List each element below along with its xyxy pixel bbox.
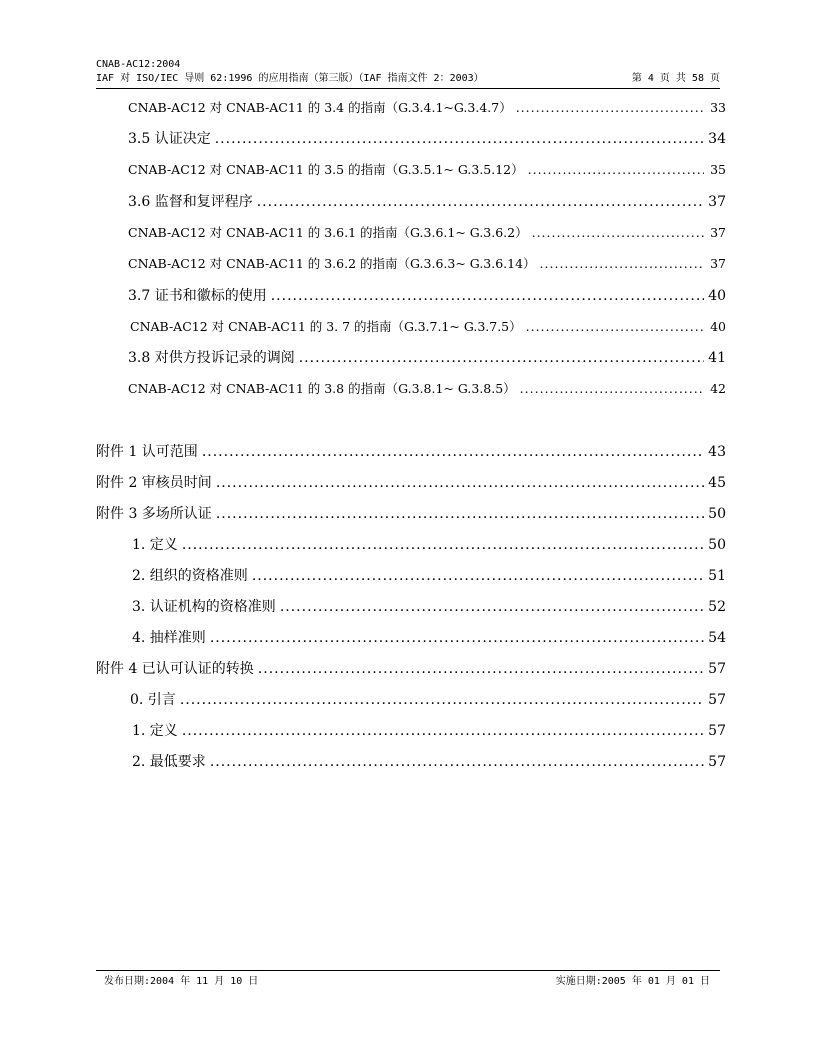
toc-entry-title: 3. 认证机构的资格准则 bbox=[132, 599, 276, 615]
toc-entry-page: 54 bbox=[708, 630, 726, 646]
toc-entry-title: CNAB-AC12 对 CNAB-AC11 的 3.6.1 的指南（G.3.6.1~ G.3.6.2） bbox=[128, 225, 528, 240]
toc-entry-page: 43 bbox=[708, 444, 726, 460]
toc-entry-page: 52 bbox=[708, 599, 726, 615]
toc-entry-title: 附件 1 认可范围 bbox=[96, 444, 198, 460]
toc-entry-title: 1. 定义 bbox=[132, 723, 178, 739]
toc-entry[interactable] bbox=[132, 596, 726, 616]
toc-entry[interactable] bbox=[132, 534, 726, 554]
toc-leader bbox=[258, 661, 704, 677]
toc-entry[interactable] bbox=[132, 720, 726, 740]
toc-entry-title: 附件 3 多场所认证 bbox=[96, 506, 212, 522]
toc-entry-page: 40 bbox=[710, 319, 726, 334]
toc-entry-title: 附件 4 已认可认证的转换 bbox=[96, 661, 254, 677]
doc-id: CNAB-AC12:2004 bbox=[96, 59, 181, 70]
toc-entry-annex[interactable] bbox=[96, 503, 726, 523]
toc-leader bbox=[182, 723, 704, 739]
toc-entry[interactable] bbox=[128, 347, 726, 367]
toc-leader bbox=[532, 225, 704, 240]
toc-leader bbox=[299, 350, 704, 366]
toc-entry[interactable] bbox=[128, 223, 726, 241]
toc-entry-title: CNAB-AC12 对 CNAB-AC11 的 3. 7 的指南（G.3.7.1~ G.3.7.5） bbox=[130, 319, 522, 334]
toc-leader bbox=[216, 506, 704, 522]
toc-entry-title: 0. 引言 bbox=[130, 692, 176, 708]
toc-leader bbox=[210, 630, 704, 646]
toc-entry-title: 4. 抽样准则 bbox=[132, 630, 206, 646]
toc-entry[interactable] bbox=[132, 627, 726, 647]
toc-entry-title: CNAB-AC12 对 CNAB-AC11 的 3.6.2 的指南（G.3.6.3~ G.3.6.14） bbox=[128, 256, 536, 271]
page-footer bbox=[96, 970, 720, 989]
page-header bbox=[96, 58, 720, 89]
toc-entry-title: 2. 组织的资格准则 bbox=[132, 568, 248, 584]
toc-entry[interactable] bbox=[128, 379, 726, 397]
toc-leader bbox=[180, 692, 704, 708]
toc-entry-page: 41 bbox=[708, 350, 726, 366]
toc-entry[interactable] bbox=[132, 751, 726, 771]
toc-entry-page: 40 bbox=[708, 288, 726, 304]
toc-entry[interactable] bbox=[128, 98, 726, 116]
toc-leader bbox=[280, 599, 704, 615]
toc-leader bbox=[516, 100, 704, 115]
toc-entry[interactable] bbox=[128, 254, 726, 272]
toc-leader bbox=[216, 475, 704, 491]
toc-entry-title: 1. 定义 bbox=[132, 537, 178, 553]
toc-leader bbox=[540, 256, 704, 271]
toc-entry-page: 37 bbox=[710, 256, 726, 271]
toc-entry-annex[interactable] bbox=[96, 472, 726, 492]
toc-entry[interactable] bbox=[130, 689, 726, 709]
toc-entry-page: 57 bbox=[708, 692, 726, 708]
toc-leader bbox=[257, 194, 704, 210]
toc-leader bbox=[526, 319, 704, 334]
toc-entry-annex[interactable] bbox=[96, 658, 726, 678]
toc-entry-title: 2. 最低要求 bbox=[132, 754, 206, 770]
toc-entry-annex[interactable] bbox=[96, 441, 726, 461]
toc-leader bbox=[252, 568, 704, 584]
toc-entry[interactable] bbox=[128, 160, 726, 178]
toc-entry[interactable] bbox=[130, 317, 726, 335]
page-info: 第 4 页 共 58 页 bbox=[631, 73, 720, 84]
toc-entry-title: 3.8 对供方投诉记录的调阅 bbox=[128, 350, 295, 366]
toc-leader bbox=[215, 131, 704, 147]
toc-leader bbox=[528, 162, 704, 177]
toc-entry-title: CNAB-AC12 对 CNAB-AC11 的 3.4 的指南（G.3.4.1~G.3.4.7） bbox=[128, 100, 512, 115]
toc-entry-page: 57 bbox=[708, 723, 726, 739]
toc-entry-page: 37 bbox=[708, 194, 726, 210]
toc-entry-page: 57 bbox=[708, 661, 726, 677]
toc-entry-page: 33 bbox=[710, 100, 726, 115]
toc-entry-title: CNAB-AC12 对 CNAB-AC11 的 3.5 的指南（G.3.5.1~ G.3.5.12） bbox=[128, 162, 524, 177]
toc-leader bbox=[202, 444, 704, 460]
toc-entry[interactable] bbox=[128, 128, 726, 148]
publish-date: 发布日期:2004 年 11 月 10 日 bbox=[104, 976, 259, 987]
toc-leader bbox=[271, 288, 704, 304]
toc-entry-page: 51 bbox=[708, 568, 726, 584]
toc-entry-page: 50 bbox=[708, 537, 726, 553]
toc-entry[interactable] bbox=[128, 191, 726, 211]
toc-entry-page: 45 bbox=[708, 475, 726, 491]
toc-entry[interactable] bbox=[132, 565, 726, 585]
doc-subtitle: IAF 对 ISO/IEC 导则 62:1996 的应用指南（第三版）（IAF 指南文件 2：2003） bbox=[96, 73, 484, 84]
toc-entry-title: 3.6 监督和复评程序 bbox=[128, 194, 253, 210]
toc-entry-title: 附件 2 审核员时间 bbox=[96, 475, 212, 491]
toc-leader bbox=[210, 754, 704, 770]
toc-entry-title: CNAB-AC12 对 CNAB-AC11 的 3.8 的指南（G.3.8.1~ G.3.8.5） bbox=[128, 381, 516, 396]
toc-entry[interactable] bbox=[128, 285, 726, 305]
toc-leader bbox=[182, 537, 704, 553]
toc-entry-title: 3.7 证书和徽标的使用 bbox=[128, 288, 267, 304]
header-rule bbox=[96, 88, 720, 89]
toc-entry-title: 3.5 认证决定 bbox=[128, 131, 211, 147]
toc-leader bbox=[520, 381, 704, 396]
toc-entry-page: 37 bbox=[710, 225, 726, 240]
toc-entry-page: 35 bbox=[710, 162, 726, 177]
effective-date: 实施日期:2005 年 01 月 01 日 bbox=[555, 976, 710, 987]
toc-entry-page: 42 bbox=[710, 381, 726, 396]
toc-entry-page: 34 bbox=[708, 131, 726, 147]
toc-entry-page: 57 bbox=[708, 754, 726, 770]
toc-entry-page: 50 bbox=[708, 506, 726, 522]
